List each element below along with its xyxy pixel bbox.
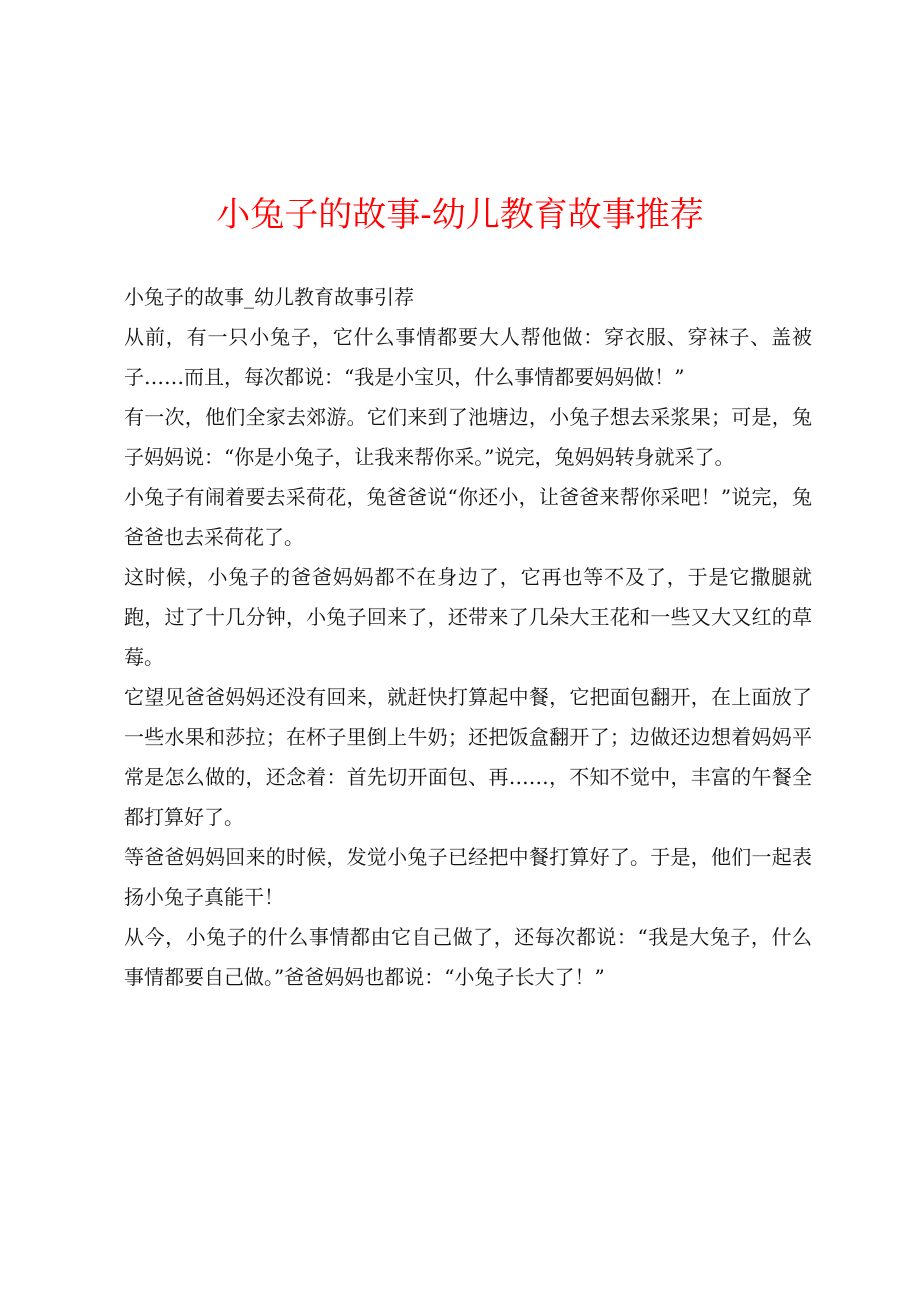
paragraph-subtitle: 小兔子的故事_幼儿教育故事引荐 — [124, 285, 414, 309]
paragraph: 从前，有一只小兔子，它什么事情都要大人帮他做：穿衣服、穿袜子、盖被子……而且，每次都说：“我是小宝贝，什么事情都要妈妈做！” — [124, 325, 812, 389]
paragraph: 它望见爸爸妈妈还没有回来，就赶快打算起中餐，它把面包翻开，在上面放了一些水果和莎拉；在杯子里倒上牛奶；还把饭盒翻开了；边做还边想着妈妈平常是怎么做的，还念着：首先切开面包、再……，不知不觉中，丰富的午餐全都打算好了。 — [124, 685, 812, 829]
paragraph: 有一次，他们全家去郊游。它们来到了池塘边，小兔子想去采浆果；可是，兔子妈妈说：“你是小兔子，让我来帮你采。”说完，兔妈妈转身就采了。 — [124, 405, 812, 469]
paragraph: 等爸爸妈妈回来的时候，发觉小兔子已经把中餐打算好了。于是，他们一起表扬小兔子真能干！ — [124, 845, 812, 909]
document-title: 小兔子的故事-幼儿教育故事推荐 — [216, 195, 704, 235]
paragraph: 从今，小兔子的什么事情都由它自己做了，还每次都说：“我是大兔子，什么事情都要自己做。”爸爸妈妈也都说：“小兔子长大了！” — [124, 925, 812, 989]
paragraph: 小兔子有闹着要去采荷花，兔爸爸说“你还小，让爸爸来帮你采吧！”说完，兔爸爸也去采荷花了。 — [124, 485, 812, 549]
document-body — [124, 277, 812, 997]
paragraph: 这时候，小兔子的爸爸妈妈都不在身边了，它再也等不及了，于是它撒腿就跑，过了十几分钟，小兔子回来了，还带来了几朵大王花和一些又大又红的草莓。 — [124, 565, 812, 669]
